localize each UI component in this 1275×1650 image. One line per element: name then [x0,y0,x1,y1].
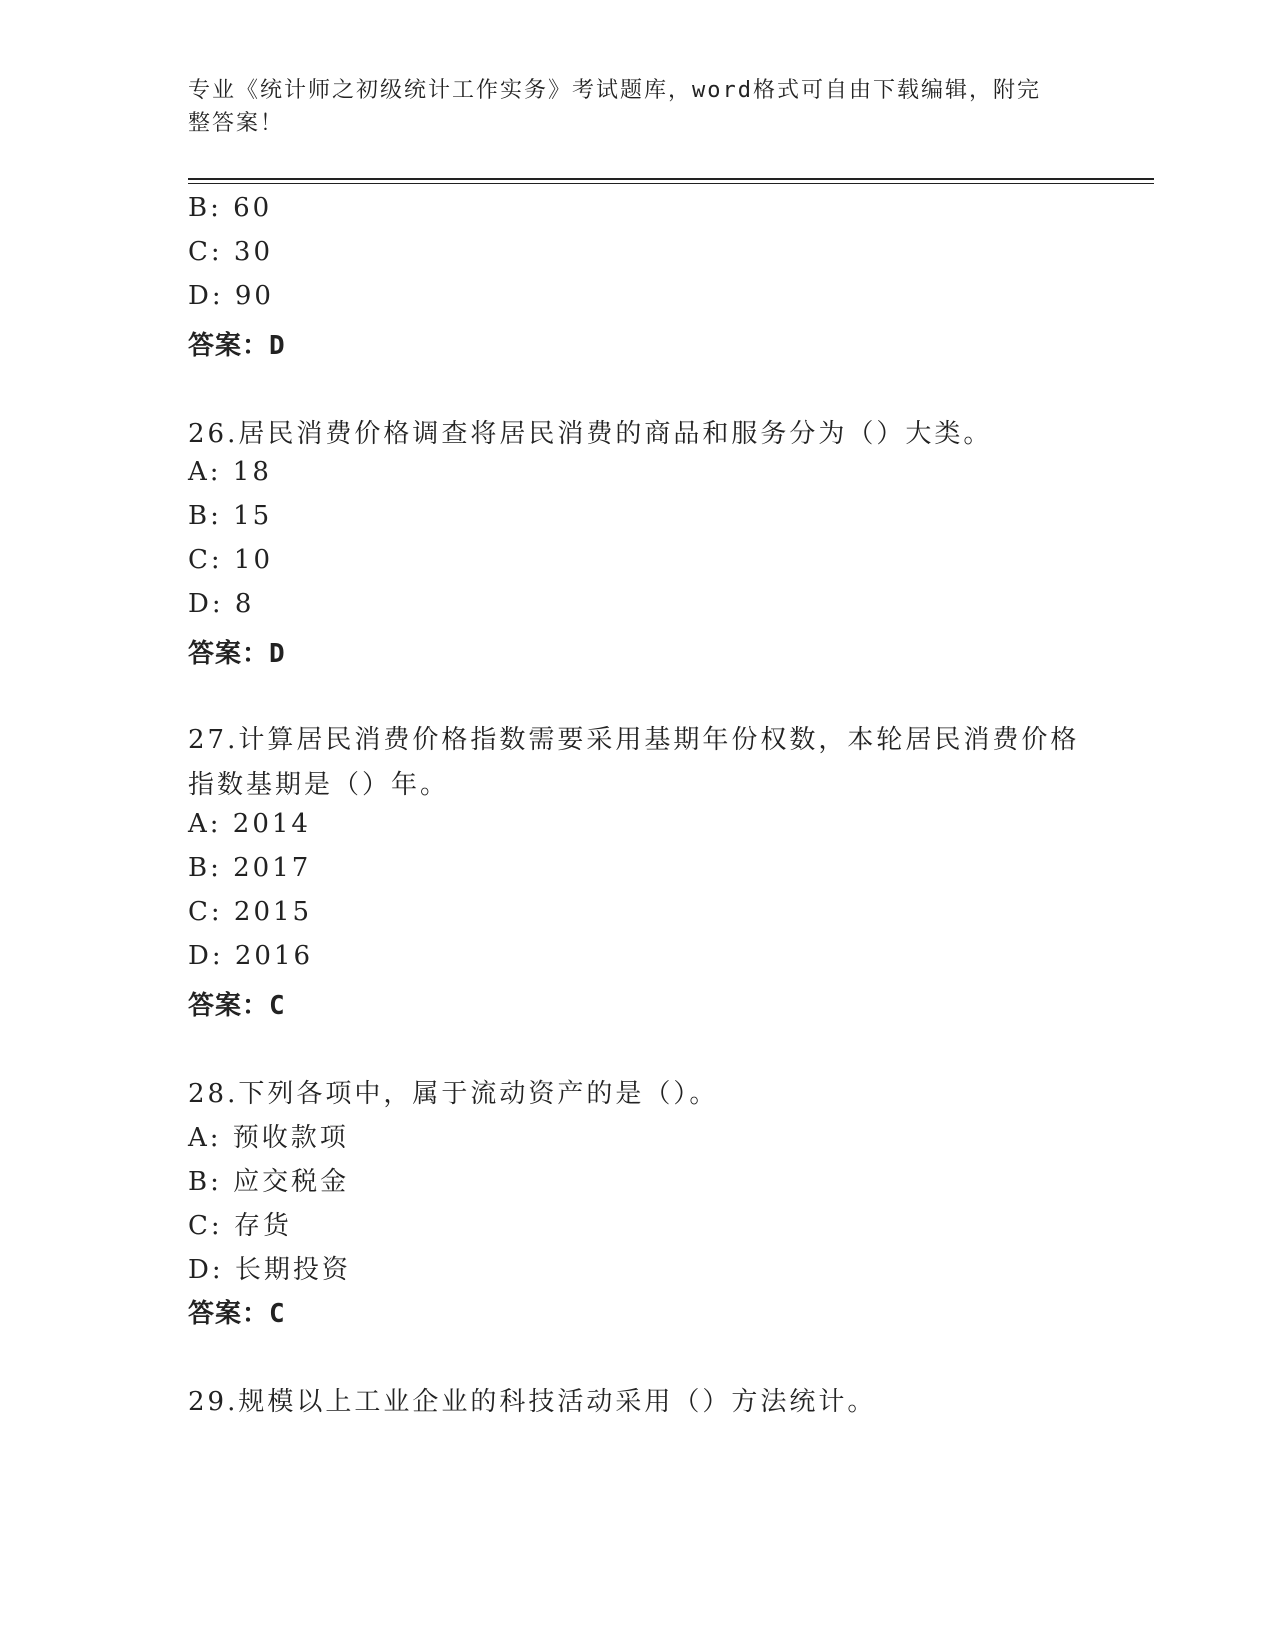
option-c: C: 2015 [188,897,313,927]
option-d: D: 90 [188,281,274,311]
option-b: B: 应交税金 [188,1167,350,1197]
option-c: C: 30 [188,237,274,267]
answer-label: 答案：C [188,991,286,1021]
option-b: B: 2017 [188,853,312,883]
option-a: A: 18 [188,457,272,487]
header-line-1: 专业《统计师之初级统计工作实务》考试题库，word格式可自由下载编辑，附完 [188,78,1041,103]
option-c: C: 存货 [188,1211,292,1241]
option-d: D: 长期投资 [188,1255,351,1285]
question-26-stem: 26.居民消费价格调查将居民消费的商品和服务分为（）大类。 [188,419,993,449]
option-a: A: 预收款项 [188,1123,349,1153]
option-a: A: 2014 [188,809,311,839]
answer-label: 答案：C [188,1299,286,1329]
document-header [188,74,1068,140]
option-b: B: 15 [188,501,273,531]
answer-label: 答案：D [188,639,286,669]
question-27-stem-line-2: 指数基期是（）年。 [188,770,450,800]
question-29-stem: 29.规模以上工业企业的科技活动采用（）方法统计。 [188,1387,877,1417]
question-27-stem-line-1: 27.计算居民消费价格指数需要采用基期年份权数，本轮居民消费价格 [188,725,1080,755]
option-d: D: 8 [188,589,255,619]
option-d: D: 2016 [188,941,314,971]
answer-label: 答案：D [188,331,286,361]
header-line-2: 整答案！ [188,111,285,136]
option-c: C: 10 [188,545,274,575]
header-divider-thick [188,178,1154,180]
option-b: B: 60 [188,193,273,223]
question-28-stem: 28.下列各项中，属于流动资产的是（）。 [188,1079,719,1109]
header-divider-thin [188,183,1154,184]
